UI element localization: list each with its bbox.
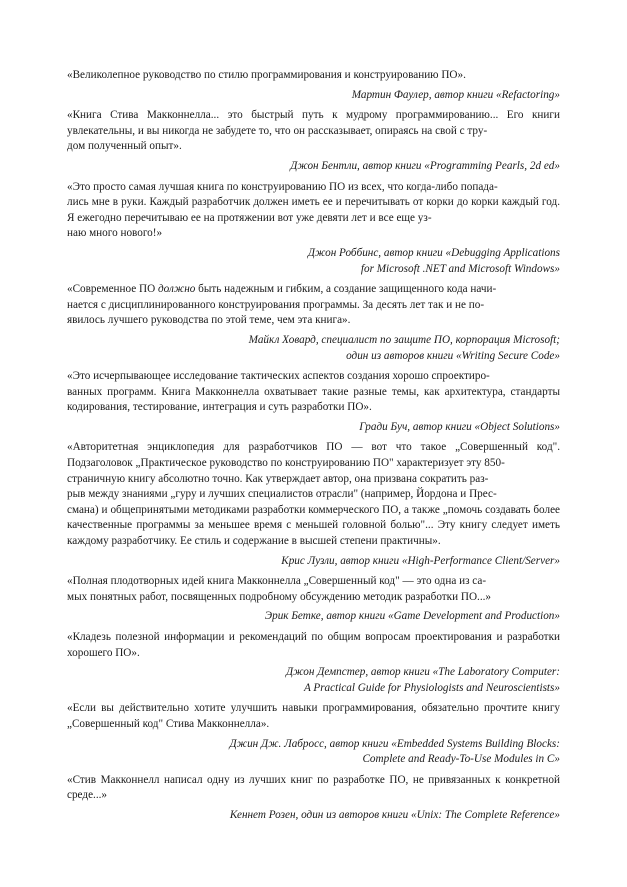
testimonial-author: Джон Демпстер, автор книги «The Laboratory Computer: A Practical Guide for Physiologists and Neuroscientists» [286,666,560,694]
testimonial-block [67,282,560,364]
testimonial-author: Майкл Ховард, специалист по защите ПО, корпорация Microsoft; один из авторов книги «Writing Secure Code» [248,333,560,362]
testimonial-author: Мартин Фаулер, автор книги «Refactoring» [351,88,560,101]
testimonial-block [67,108,560,174]
testimonial-block [67,701,560,767]
testimonial-quote: «Стив Макконнелл написал одну из лучших книг по разработке ПО, не привязанных к конкретной среде...» [67,773,560,802]
testimonial-author: Гради Буч, автор книги «Object Solutions» [359,420,560,433]
testimonial-quote: «Великолепное руководство по стилю программирования и конструированию ПО». [67,69,466,81]
testimonial-author: Кеннет Розен, один из авторов книги «Unix: The Complete Reference» [229,808,560,821]
testimonial-quote [67,282,560,329]
testimonial-block [67,630,560,696]
testimonial-author: Крис Лузли, автор книги «High-Performance Client/Server» [281,554,560,567]
testimonial-quote: «Это просто самая лучшая книга по конструированию ПО из всех, что когда-либо попада- лись мне в руки. Каждый разработчик должен иметь ее и перечитывать от корки до корки каждый год. Я ежегодно перечитываю ее на протяжении вот уже девяти лет и все еще уз- наю много нового!» [67,180,560,240]
testimonial-block [67,180,560,278]
testimonial-author: Джон Роббинс, автор книги «Debugging Applications for Microsoft .NET and Microsoft Windows» [307,246,560,275]
testimonial-quote: «Если вы действительно хотите улучшить навыки программирования, обязательно прочтите книгу „Совершенный код" Стива Макконнелла». [67,702,560,730]
testimonial-block [67,773,560,824]
testimonial-quote: «Кладезь полезной информации и рекомендаций по общим вопросам проектирования и разработки хорошего ПО». [67,631,560,659]
testimonial-quote: «Книга Стива Макконнелла... это быстрый путь к мудрому программированию... Его книги увлекательны, и вы никогда не забудете то, что он рассказывает, опираясь на свой с тру- дом полученный опыт». [67,109,560,153]
testimonial-author: Эрик Бетке, автор книги «Game Development and Production» [264,610,560,623]
testimonial-block [67,369,560,435]
testimonial-author: Джон Бентли, автор книги «Programming Pearls, 2d ed» [290,159,560,172]
quote-text-start: «Современное ПО [67,283,158,296]
testimonial-quote: «Это исчерпывающее исследование тактических аспектов создания хорошо спроектиро- ванных программ. Книга Макконнелла охватывает такие разные темы, как архитектура, стандарты кодирования, тестирование, интеграция и суть разработки ПО». [67,370,560,414]
testimonial-author: Джин Дж. Лабросс, автор книги «Embedded Systems Building Blocks: Complete and Ready-To-Use Modules in C» [229,737,560,766]
testimonial-block [67,574,560,625]
testimonial-block [67,68,560,103]
testimonials-page [67,68,560,829]
testimonial-quote: «Полная плодотворных идей книга Макконнелла „Совершенный код" — это одна из са- мых понятных работ, посвященных подробному обсуждению методик разработки ПО...» [67,575,492,603]
quote-emphasis: должно [157,283,196,296]
testimonial-quote: «Авторитетная энциклопедия для разработчиков ПО — вот что такое „Совершенный код". Подзаголовок „Практическое руководство по конструированию ПО" характеризует эту 850- страничную книгу абсолютно точно. Как утверждает автор, она призвана сократить раз- рыв между знаниями „гуру и лучших специалистов отрасли" (например, Йордона и Прес- смана) и общепринятыми методиками разработки коммерческого ПО, а также „помочь создавать более качественные программы за меньшее время с меньшей головной болью"... Эту книгу следует иметь каждому разработчику. Ее стиль и содержание в высшей степени практичны». [67,441,560,548]
quote-text-end: быть надежным и гибким, а создание защищенного кода начи- нается с дисциплинированного конструирования программы. За десять лет так и не по- явилось лучшего руководства по этой теме, чем эта книга». [67,283,497,327]
testimonial-block [67,440,560,569]
